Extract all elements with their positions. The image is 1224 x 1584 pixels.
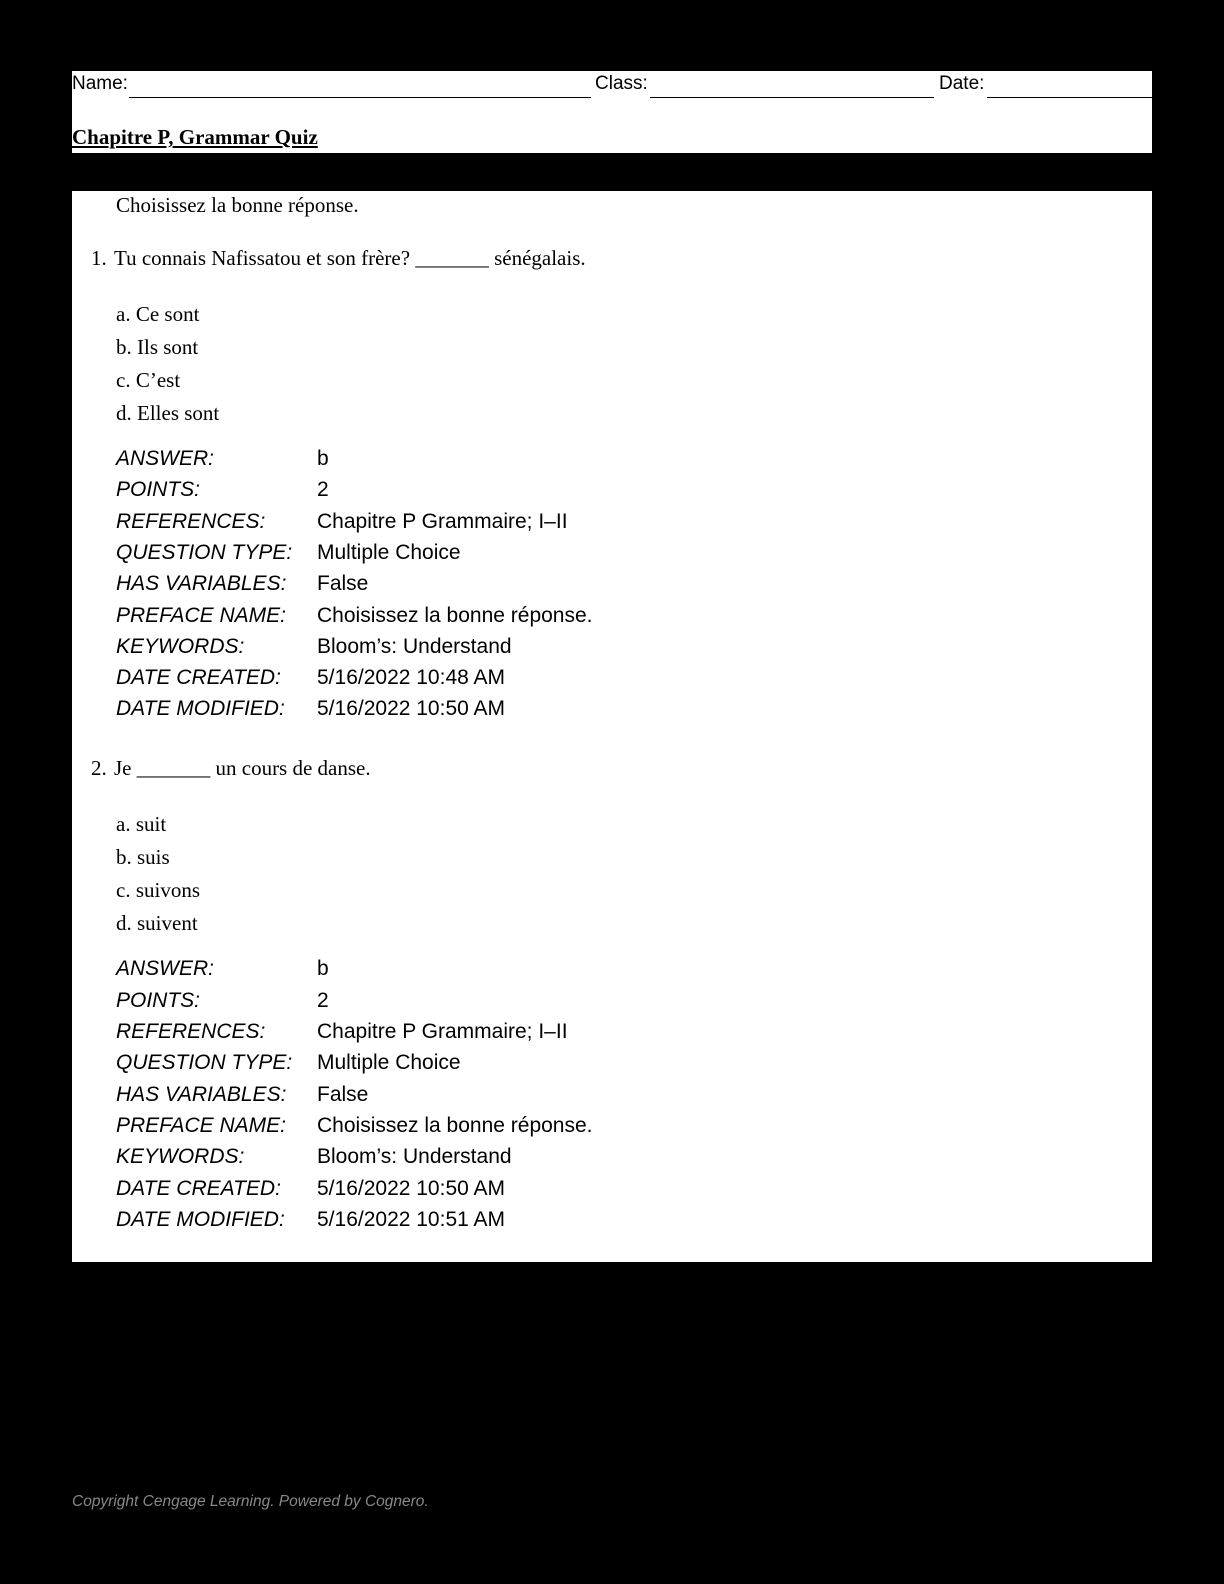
meta-label-preface-name: PREFACE NAME:	[116, 604, 286, 627]
meta-value-references: Chapitre P Grammaire; I–II	[317, 510, 568, 533]
meta-label-date-created: DATE CREATED:	[116, 1177, 281, 1200]
meta-label-has-variables: HAS VARIABLES:	[116, 572, 287, 595]
meta-label-question-type: QUESTION TYPE:	[116, 541, 293, 564]
meta-label-has-variables: HAS VARIABLES:	[116, 1083, 287, 1106]
quiz-title: Chapitre P, Grammar Quiz	[72, 125, 318, 149]
meta-label-preface-name: PREFACE NAME:	[116, 1114, 286, 1137]
class-label: Class:	[595, 73, 648, 94]
copyright-footer: Copyright Cengage Learning. Powered by Cognero.	[72, 1493, 429, 1510]
question-number: 1.	[91, 246, 107, 270]
meta-value-keywords: Bloom’s: Understand	[317, 635, 512, 658]
name-label: Name:	[72, 73, 128, 94]
date-blank	[987, 97, 1152, 98]
student-info-line	[72, 73, 1152, 97]
option-d: d. Elles sont	[116, 401, 220, 425]
meta-value-preface-name: Choisissez la bonne réponse.	[317, 604, 593, 627]
option-c: c. suivons	[116, 878, 200, 902]
meta-label-answer: ANSWER:	[116, 957, 215, 980]
option-d: d. suivent	[116, 911, 198, 935]
option-c: c. C’est	[116, 368, 181, 392]
meta-label-question-type: QUESTION TYPE:	[116, 1051, 293, 1074]
meta-value-date-created: 5/16/2022 10:50 AM	[317, 1177, 505, 1200]
question-number: 2.	[91, 756, 107, 780]
meta-value-points: 2	[317, 989, 329, 1012]
question-text: Tu connais Nafissatou et son frère? _______ sénégalais.	[114, 246, 586, 270]
meta-value-question-type: Multiple Choice	[317, 541, 461, 564]
class-blank	[650, 97, 934, 98]
meta-value-answer: b	[317, 447, 329, 470]
date-label: Date:	[939, 73, 985, 94]
meta-value-question-type: Multiple Choice	[317, 1051, 461, 1074]
meta-value-points: 2	[317, 478, 329, 501]
meta-value-has-variables: False	[317, 1083, 369, 1106]
meta-value-has-variables: False	[317, 572, 369, 595]
option-b: b. suis	[116, 845, 170, 869]
instructions: Choisissez la bonne réponse.	[116, 193, 359, 217]
meta-label-date-modified: DATE MODIFIED:	[116, 1208, 285, 1231]
meta-label-references: REFERENCES:	[116, 510, 266, 533]
meta-value-date-created: 5/16/2022 10:48 AM	[317, 666, 505, 689]
meta-value-preface-name: Choisissez la bonne réponse.	[317, 1114, 593, 1137]
option-a: a. suit	[116, 812, 167, 836]
meta-label-date-modified: DATE MODIFIED:	[116, 697, 285, 720]
question-text: Je _______ un cours de danse.	[114, 756, 371, 780]
meta-label-references: REFERENCES:	[116, 1020, 266, 1043]
meta-value-answer: b	[317, 957, 329, 980]
option-a: a. Ce sont	[116, 302, 200, 326]
meta-value-date-modified: 5/16/2022 10:51 AM	[317, 1208, 505, 1231]
meta-label-keywords: KEYWORDS:	[116, 1145, 245, 1168]
meta-value-references: Chapitre P Grammaire; I–II	[317, 1020, 568, 1043]
meta-label-keywords: KEYWORDS:	[116, 635, 245, 658]
meta-label-answer: ANSWER:	[116, 447, 215, 470]
quiz-header	[72, 71, 1152, 153]
quiz-content	[72, 191, 1152, 1262]
meta-label-points: POINTS:	[116, 989, 201, 1012]
name-blank	[129, 97, 591, 98]
meta-label-date-created: DATE CREATED:	[116, 666, 281, 689]
meta-value-keywords: Bloom’s: Understand	[317, 1145, 512, 1168]
meta-value-date-modified: 5/16/2022 10:50 AM	[317, 697, 505, 720]
meta-label-points: POINTS:	[116, 478, 201, 501]
option-b: b. Ils sont	[116, 335, 199, 359]
